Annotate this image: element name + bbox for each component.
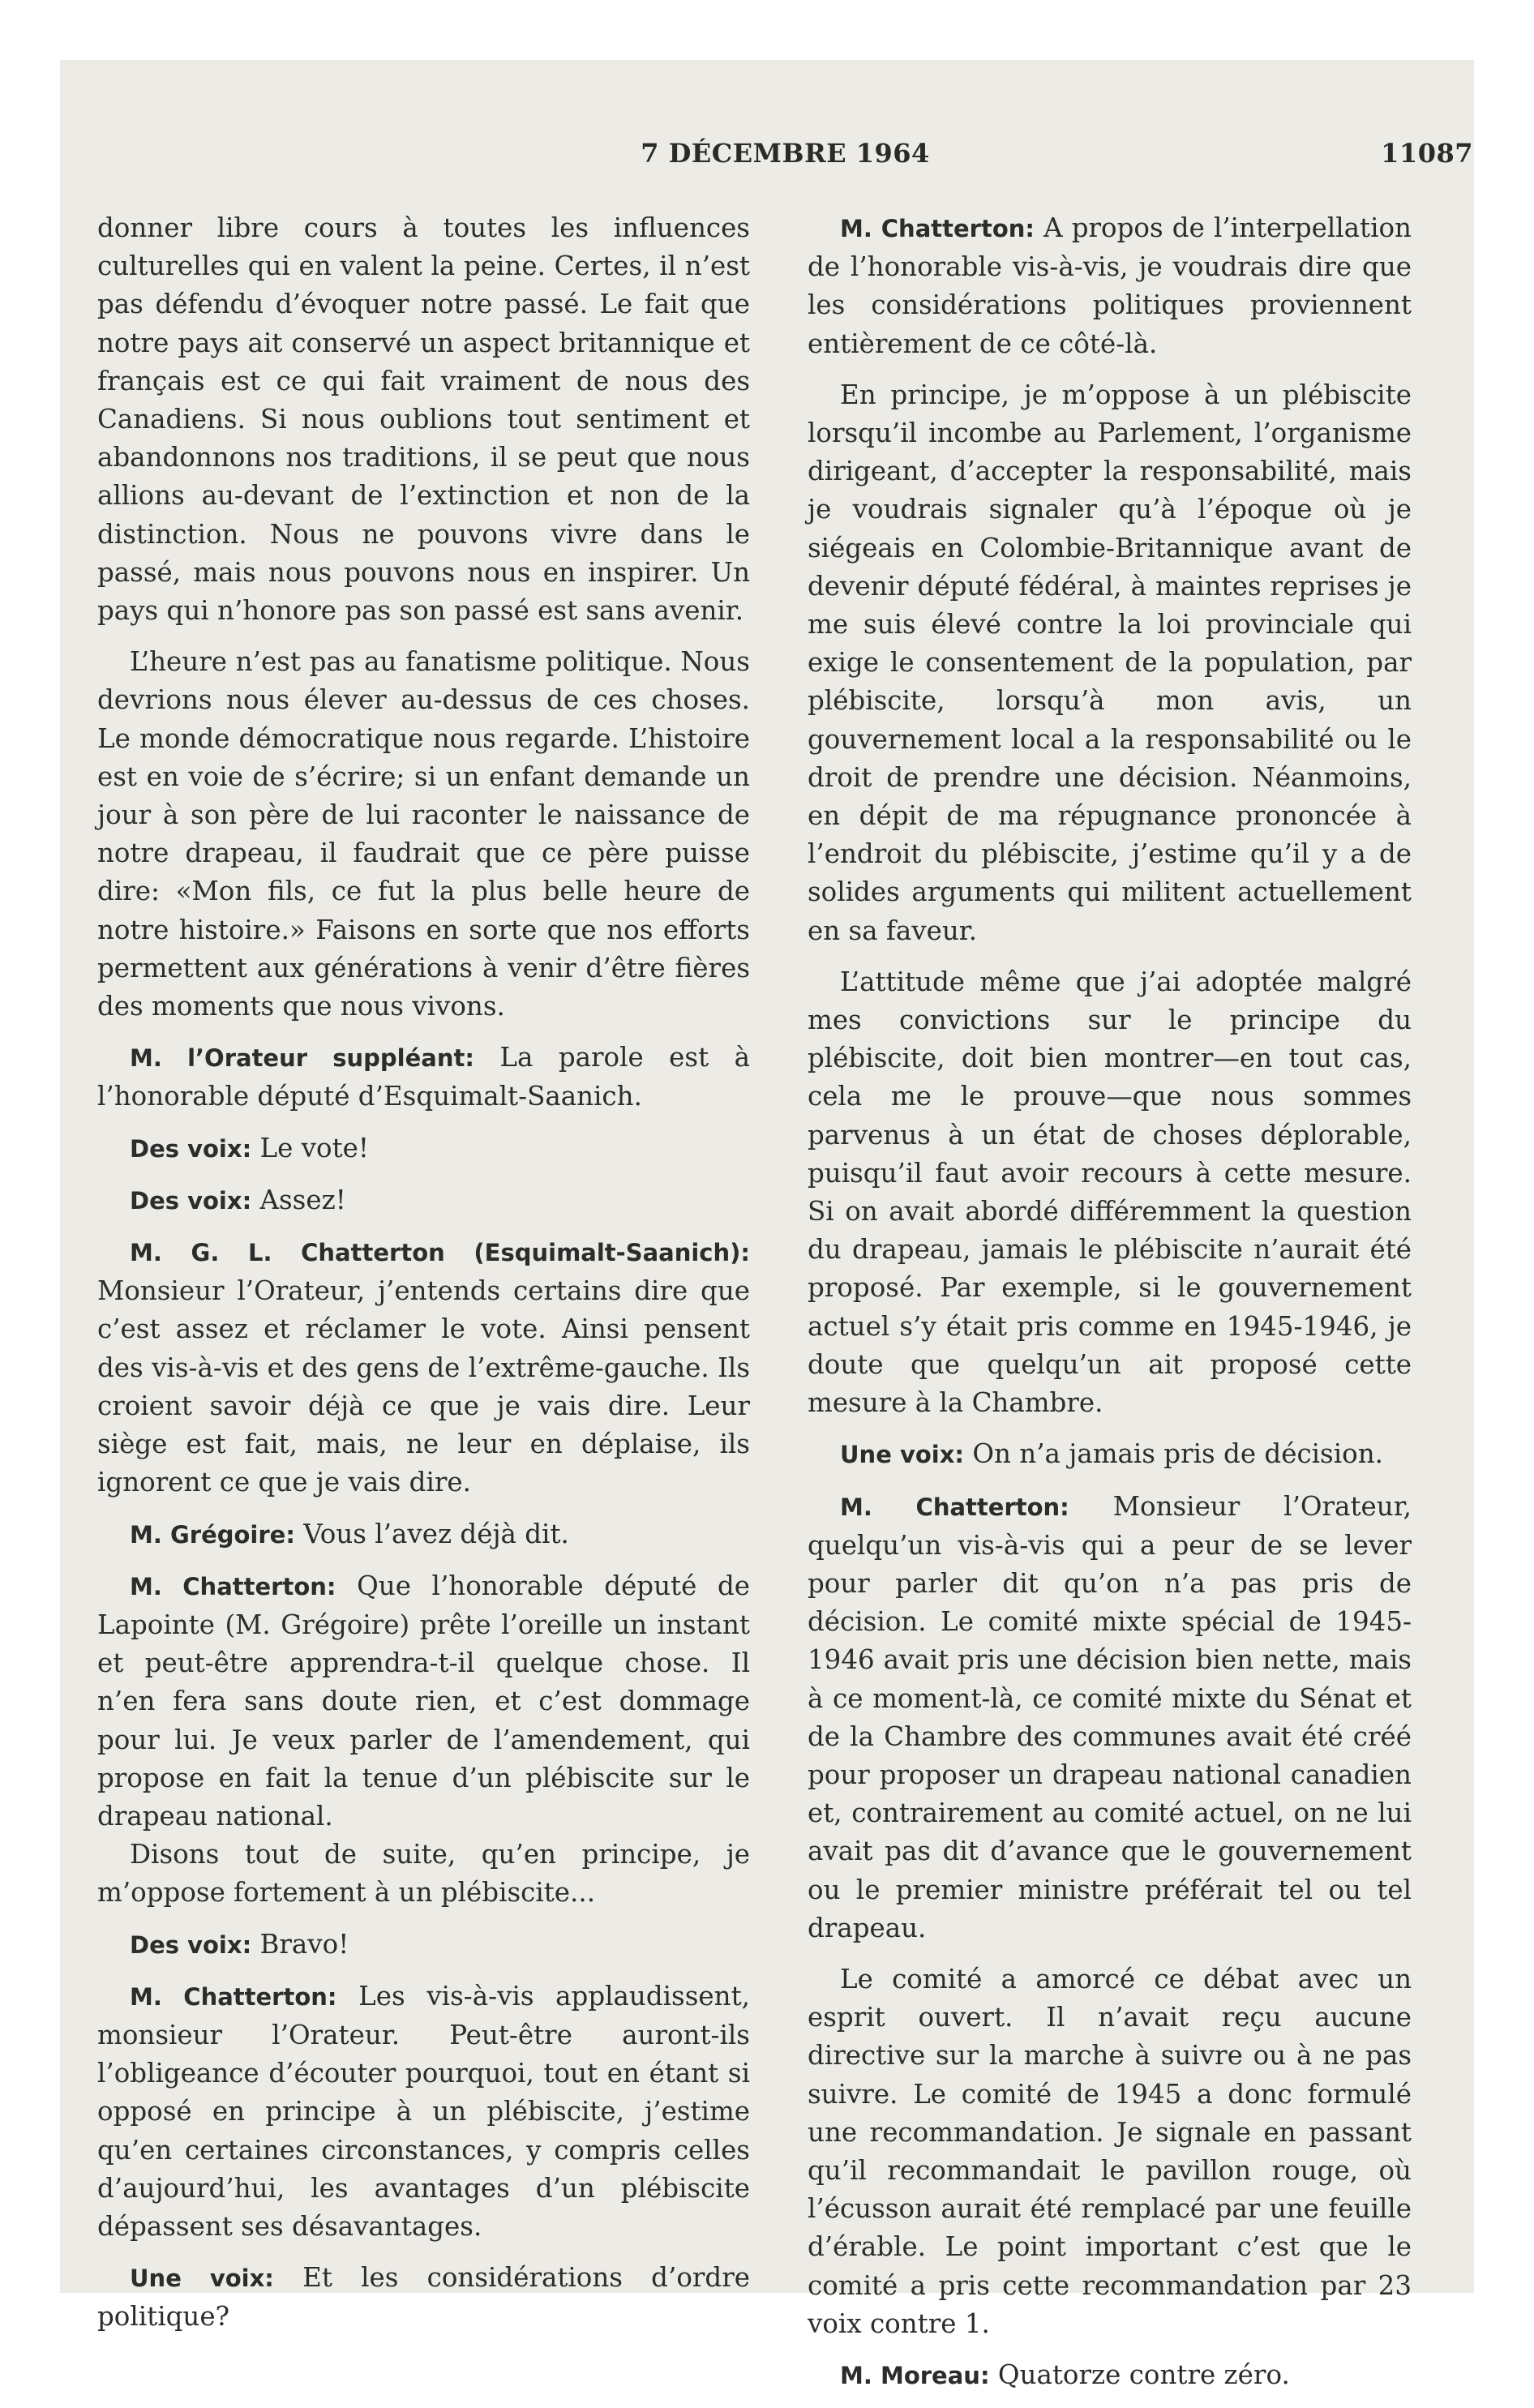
left-column: [97, 209, 750, 2350]
speech-text: Vous l’avez déjà dit.: [303, 1518, 569, 1549]
header-date: 7 DÉCEMBRE 1964: [641, 138, 930, 169]
speech: [97, 1129, 750, 1168]
right-column: [808, 209, 1412, 2408]
speech: [97, 1567, 750, 1836]
speech-text: Le vote!: [259, 1132, 369, 1163]
speech-text: Les vis-à-vis applaudissent, monsieur l’Orateur. Peut-être auront-ils l’obligeance d’écouter pourquoi, tout en étant si opposé en principe à un plébiscite, j’estime qu’en certaines circonstances, y compris celles d’aujourd’hui, les avantages d’un plébiscite dépassent ses désavantages.: [97, 1980, 750, 2242]
speech: [808, 209, 1412, 363]
page-header: [97, 138, 1473, 178]
speaker-name: Une voix:: [840, 1441, 965, 1469]
speech-text: Quatorze contre zéro.: [997, 2359, 1290, 2390]
speech-text: Monsieur l’Orateur, quelqu’un vis-à-vis qui a peur de se lever pour parler dit qu’on n’a pas pris de décision. Le comité mixte spécial de 1945-1946 avait pris une décision bien nette, mais à ce moment-là, ce comité mixte du Sénat et de la Chambre des communes avait été créé pour proposer un drapeau national canadien et, contrairement au comité actuel, on ne lui avait pas dit d’avance que le gouvernement ou le premier ministre préférait tel ou tel drapeau.: [808, 1490, 1412, 1943]
speaker-name: M. Grégoire:: [130, 1520, 295, 1549]
speech-text: Bravo!: [259, 1928, 349, 1960]
speaker-name: M. G. L. Chatterton (Esquimalt-Saanich):: [130, 1239, 750, 1267]
speaker-name: M. Chatterton:: [840, 215, 1035, 242]
speech-text: On n’a jamais pris de décision.: [972, 1438, 1383, 1470]
speech: [97, 1926, 750, 1965]
speaker-name: Des voix:: [130, 1134, 252, 1163]
speaker-name: M. Chatterton:: [130, 1982, 337, 2011]
paragraph: L’attitude même que j’ai adoptée malgré mes convictions sur le principe du plébiscite, doit bien montrer—en tout cas, cela me le prouve—que nous sommes parvenus à un état de choses déplorable, puisqu’il faut avoir recours à cette mesure. Si on avait abordé différemment la question du drapeau, jamais le plébiscite n’aurait été proposé. Par exemple, si le gouvernement actuel s’y était pris comme en 1945-1946, je doute que quelqu’un ait proposé cette mesure à la Chambre.: [808, 966, 1412, 1419]
paragraph: Disons tout de suite, qu’en principe, je m’oppose fortement à un plébiscite...: [97, 1839, 750, 1909]
speaker-name: M. Chatterton:: [130, 1572, 336, 1600]
speaker-name: Des voix:: [130, 1930, 252, 1959]
speech: [808, 1435, 1412, 1474]
speech: [97, 1233, 750, 1502]
paragraph: En principe, je m’oppose à un plébiscite lorsqu’il incombe au Parlement, l’organisme dirigeant, d’accepter la responsabilité, mais je voudrais signaler qu’à l’époque où je siégeais en Colombie-Britannique avant de devenir député fédéral, à maintes reprises je me suis élevé contre la loi provinciale qui exige le consentement de la population, par plébiscite, lorsqu’à mon avis, un gouvernement local a la responsabilité ou le droit de prendre une décision. Néanmoins, en dépit de ma répugnance prononcée à l’endroit du plébiscite, j’estime qu’il y a de solides arguments qui militent actuellement en sa faveur.: [808, 379, 1412, 946]
speech: [97, 2259, 750, 2336]
speech: [97, 1977, 750, 2246]
speech-text: La parole est à l’honorable député d’Esquimalt-Saanich.: [97, 1042, 750, 1112]
speech: [808, 1488, 1412, 1947]
speaker-name: Des voix:: [130, 1186, 252, 1215]
speech: [97, 1039, 750, 1116]
speech-text: Monsieur l’Orateur, j’entends certains dire que c’est assez et réclamer le vote. Ainsi pensent des vis-à-vis et des gens de l’extrême-gauche. Ils croient savoir déjà ce que je vais dire. Leur siège est fait, mais, ne leur en déplaise, ils ignorent ce que je vais dire.: [97, 1275, 750, 1498]
paragraph: Le comité a amorcé ce débat avec un esprit ouvert. Il n’avait reçu aucune directive sur la marche à suivre ou à ne pas suivre. Le comité de 1945 a donc formulé une recommandation. Je signale en passant qu’il recommandait le pavillon rouge, où l’écusson aurait été remplacé par une feuille d’érable. Le point important c’est que le comité a pris cette recommandation par 23 voix contre 1.: [808, 1963, 1412, 2339]
speech-text: Et les considérations d’ordre politique?: [97, 2262, 750, 2333]
speech-text: A propos de l’interpellation de l’honorable vis-à-vis, je voudrais dire que les considérations politiques proviennent entièrement de ce côté-là.: [808, 212, 1412, 359]
speaker-name: Une voix:: [130, 2264, 274, 2293]
page-number: 11087: [1381, 138, 1473, 169]
speaker-name: M. l’Orateur suppléant:: [130, 1044, 474, 1073]
paragraph: L’heure n’est pas au fanatisme politique. Nous devrions nous élever au-dessus de ces choses. Le monde démocratique nous regarde. L’histoire est en voie de s’écrire; si un enfant demande un jour à son père de lui raconter le naissance de notre drapeau, il faudrait que ce père puisse dire: «Mon fils, ce fut la plus belle heure de notre histoire.» Faisons en sorte que nos efforts permettent aux générations à venir d’être fières des moments que nous vivons.: [97, 646, 750, 1022]
speech: [808, 2356, 1412, 2395]
speech-text: Assez!: [259, 1184, 346, 1215]
paragraph: donner libre cours à toutes les influences culturelles qui en valent la peine. Certes, il n’est pas défendu d’évoquer notre passé. Le fait que notre pays ait conservé un aspect britannique et français est ce qui fait vraiment de nous des Canadiens. Si nous oublions tout sentiment et abandonnons nos traditions, il se peut que nous allions au-devant de l’extinction et non de la distinction. Nous ne pouvons vivre dans le passé, mais nous pouvons nous en inspirer. Un pays qui n’honore pas son passé est sans avenir.: [97, 212, 750, 627]
speaker-name: M. Chatterton:: [840, 1493, 1069, 1521]
speech-text: Que l’honorable député de Lapointe (M. Grégoire) prête l’oreille un instant et peut-être apprendra-t-il quelque chose. Il n’en fera sans doute rien, et c’est dommage pour lui. Je veux parler de l’amendement, qui propose en fait la tenue d’un plébiscite sur le drapeau national.: [97, 1570, 750, 1832]
speaker-name: M. Moreau:: [840, 2361, 990, 2389]
speech: [97, 1515, 750, 1554]
speech: [97, 1181, 750, 1220]
